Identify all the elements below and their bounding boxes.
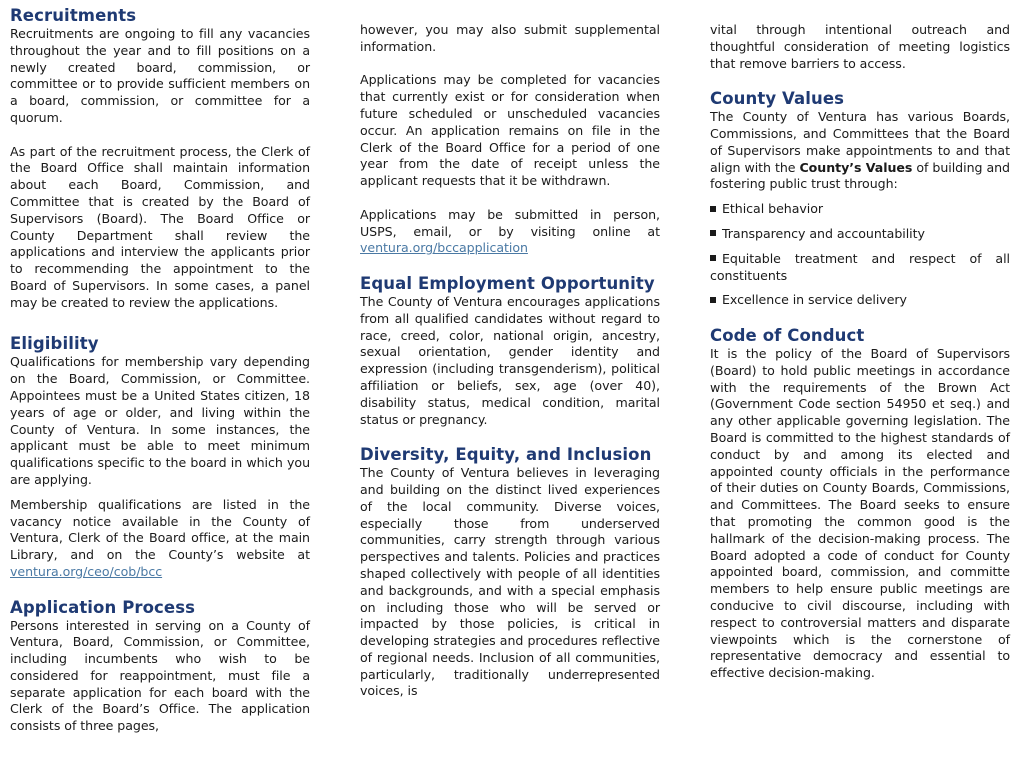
value-bullet-3-text: Equitable treatment and respect of all constituents bbox=[710, 250, 1010, 283]
square-bullet-icon bbox=[710, 255, 716, 261]
value-bullet-3 bbox=[710, 251, 1010, 285]
county-values-heading: County Values bbox=[710, 89, 845, 109]
application-process-paragraph-3-text: Applications may be submitted in person, USPS, email, or by visiting online at bbox=[360, 206, 660, 239]
column-1 bbox=[10, 6, 310, 735]
eligibility-paragraph-1: Qualifications for membership vary depending on the Board, Commission, or Committee. Appointees must be a United States citizen, 18 years of age or older, and living within the County of Ventura. In some instances, the applicant must be able to meet minimum qualifications specific to the board in which you are applying. bbox=[10, 354, 310, 487]
value-bullet-2-text: Transparency and accountability bbox=[722, 225, 925, 241]
value-bullet-1 bbox=[710, 201, 1010, 218]
eligibility-paragraph-2-text: Membership qualifications are listed in the vacancy notice available in the County of Ventura, Clerk of the Board office, at the main Library, and on the County’s website at bbox=[10, 496, 310, 563]
square-bullet-icon bbox=[710, 206, 716, 212]
application-process-heading: Application Process bbox=[10, 597, 196, 617]
application-process-paragraph-2: Applications may be completed for vacancies that currently exist or for consideration when future scheduled or unscheduled vacancies occur. An application remains on file in the Clerk of the Board Office for a period of one year from the date of receipt unless the applicant requests that it be withdrawn. bbox=[360, 72, 660, 189]
value-bullet-4-text: Excellence in service delivery bbox=[722, 292, 907, 308]
value-bullet-2 bbox=[710, 226, 1010, 243]
application-process-continued: however, you may also submit supplemental information. bbox=[360, 22, 660, 54]
eligibility-heading: Eligibility bbox=[10, 334, 99, 354]
eeo-paragraph-1: The County of Ventura encourages applications from all qualified candidates without regard to race, creed, color, national origin, ancestry, sexual orientation, gender identity and expression (including transgenderism), political affiliation or beliefs, sex, age (over 40), disability status, medical condition, marital status or pregnancy. bbox=[360, 293, 660, 427]
county-values-paragraph-1 bbox=[710, 109, 1010, 193]
value-bullet-1-text: Ethical behavior bbox=[722, 201, 823, 217]
recruitments-heading: Recruitments bbox=[10, 6, 137, 25]
code-of-conduct-heading: Code of Conduct bbox=[710, 325, 865, 345]
county-values-text-after: of building and fostering public trust through: bbox=[710, 159, 1010, 192]
recruitments-paragraph-2: As part of the recruitment process, the Clerk of the Board Office shall maintain information about each Board, Commission, and Committee that is created by the Board of Supervisors (Board). The Board Office or County Department shall review the applications and interview the applicants prior to recommending the appointment to the Board of Supervisors. In some cases, a panel may be created to review the applications. bbox=[10, 143, 310, 310]
bcc-website-link[interactable]: ventura.org/ceo/cob/bcc bbox=[10, 563, 163, 579]
value-bullet-4 bbox=[710, 292, 1010, 309]
code-of-conduct-paragraph-1: It is the policy of the Board of Supervisors (Board) to hold public meetings in accordance with the requirements of the Brown Act (Government Code section 54950 et seq.) and any other applicable governing legislation. The Board is committed to the highest standards of conduct by and among its elected and appointed county officials in the performance of their duties on County Boards, Commissions, and Committees. The Board seeks to ensure that promoting the common good is the hallmark of the decision-making process. The Board adopted a code of conduct for County appointed board, commission, and committe members to help ensure public meetings are conducive to civil discourse, including with respect to controversial matters and disparate viewpoints which is the cornerstone of representative democracy and essential to effective decision-making. bbox=[710, 345, 1010, 681]
eligibility-paragraph-2 bbox=[10, 497, 310, 581]
square-bullet-icon bbox=[710, 230, 716, 236]
recruitments-paragraph-1: Recruitments are ongoing to fill any vacancies throughout the year and to fill positions on a newly created board, commission, or committee or to provide sufficient members on a board, commission, or committee for a quorum. bbox=[10, 26, 310, 125]
application-process-paragraph-1: Persons interested in serving on a County of Ventura, Board, Commission, or Committee, including incumbents who wish to be considered for reappointment, must file a separate application for each board with the Clerk of the Board’s Office. The application consists of three pages, bbox=[10, 617, 310, 734]
column-2 bbox=[360, 22, 660, 700]
dei-paragraph-1: The County of Ventura believes in leveraging and building on the distinct lived experiences of the local community. Diverse voices, especially those from underserved communities, carry strength through various perspectives and talents. Policies and practices shaped collectively with people of all identities and backgrounds, and with a special emphasis on including those who will be served or impacted by those policies, is critical in developing strategies and procedures reflective of regional needs. Inclusion of all communities, particularly, traditionally underrepresented voices, is bbox=[360, 465, 660, 699]
application-process-paragraph-3 bbox=[360, 207, 660, 257]
eeo-heading: Equal Employment Opportunity bbox=[360, 273, 655, 293]
dei-continued: vital through intentional outreach and thoughtful consideration of meeting logistics that remove barriers to access. bbox=[710, 22, 1010, 71]
county-values-bold: County’s Values bbox=[799, 159, 913, 175]
bcc-application-link[interactable]: ventura.org/bccapplication bbox=[360, 240, 528, 256]
square-bullet-icon bbox=[710, 297, 716, 303]
county-values-text-before: The County of Ventura has various Boards, Commissions, and Committees that the Board of Supervisors make appointments to and that align with the bbox=[710, 109, 1010, 175]
dei-heading: Diversity, Equity, and Inclusion bbox=[360, 445, 652, 465]
column-3 bbox=[710, 22, 1010, 682]
